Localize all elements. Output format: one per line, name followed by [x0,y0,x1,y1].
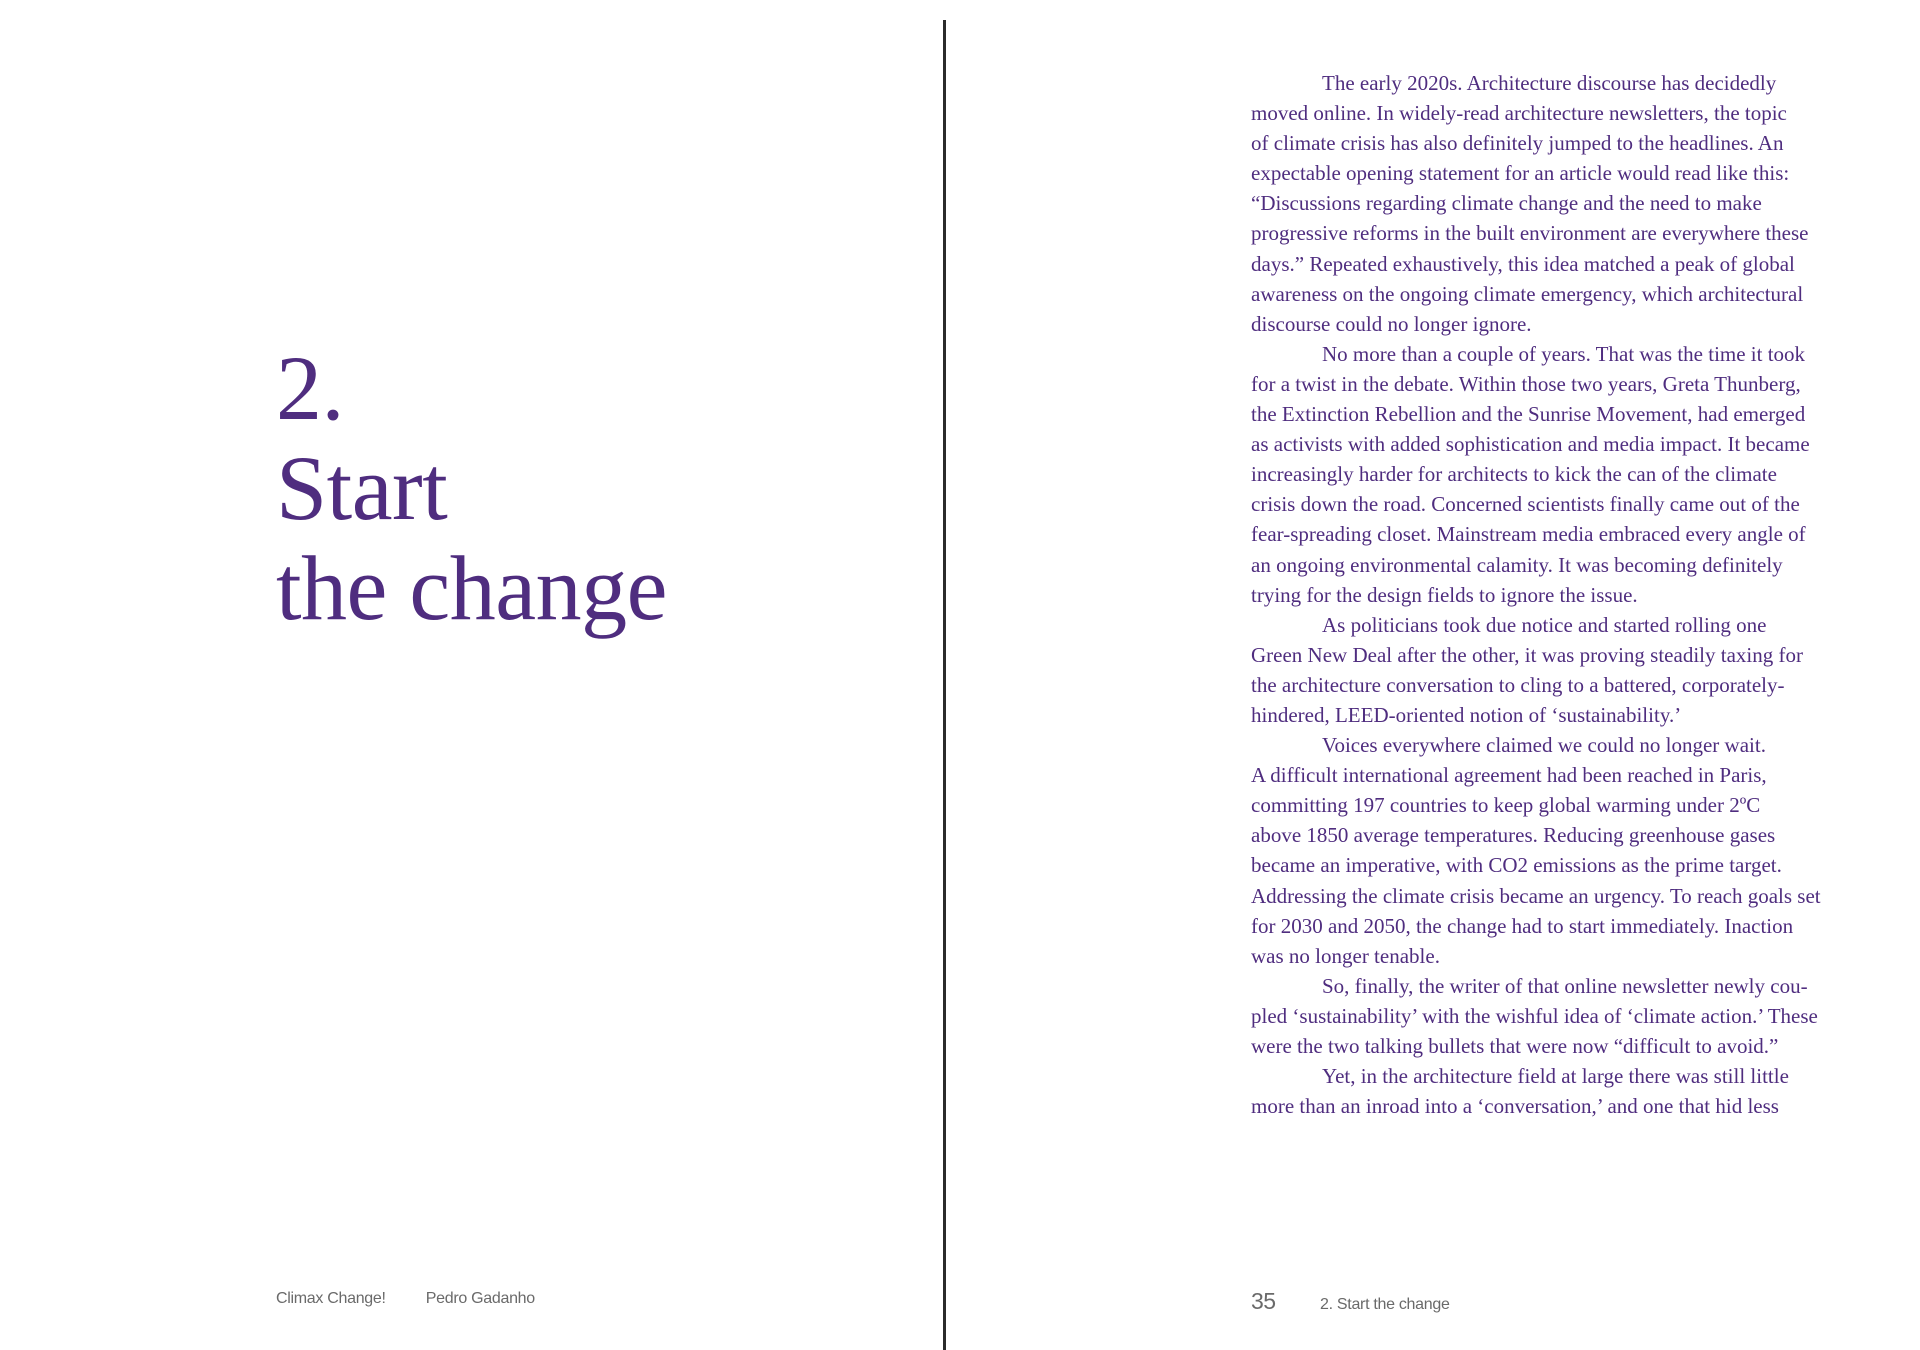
text-line: crisis down the road. Concerned scientists finally came out of the [1251,492,1800,517]
text-line: days.” Repeated exhaustively, this idea matched a peak of global [1251,251,1795,276]
text-line: A difficult international agreement had been reached in Paris, [1251,763,1767,788]
chapter-title [276,338,667,638]
text-line: So, finally, the writer of that online newsletter newly cou- [1322,973,1808,998]
text-line: was no longer tenable. [1251,943,1440,968]
text-line: committing 197 countries to keep global warming under 2ºC [1251,793,1761,818]
text-line: were the two talking bullets that were now “difficult to avoid.” [1251,1034,1779,1058]
text-line: more than an inroad into a ‘conversation,’ and one that hid less [1251,1094,1779,1119]
chapter-number: 2. [276,337,344,439]
text-line: became an imperative, with CO2 emissions as the prime target. [1251,853,1782,878]
left-page-footer [276,1290,535,1308]
author-name: Pedro Gadanho [425,1290,535,1307]
chapter-title-line-2: the change [276,537,667,639]
right-page [947,0,1920,1350]
text-line: progressive reforms in the built environment are everywhere these [1251,221,1809,246]
text-line: of climate crisis has also definitely jumped to the headlines. An [1251,131,1784,156]
text-line: The early 2020s. Architecture discourse has decidedly [1322,71,1777,95]
text-line: increasingly harder for architects to kick the can of the climate [1251,462,1777,487]
text-line: As politicians took due notice and started rolling one [1322,612,1767,637]
text-line: trying for the design fields to ignore the issue. [1251,582,1638,607]
text-line: for a twist in the debate. Within those two years, Greta Thunberg, [1251,371,1801,396]
text-line: hindered, LEED-oriented notion of ‘sustainability.’ [1251,702,1682,727]
gutter-divider [943,20,946,1350]
text-line: above 1850 average temperatures. Reducing greenhouse gases [1251,823,1776,848]
text-line: Green New Deal after the other, it was proving steadily taxing for [1251,642,1803,667]
running-head: 2. Start the change [1320,1296,1450,1313]
text-line: expectable opening statement for an article would read like this: [1251,161,1790,186]
text-line: Yet, in the architecture field at large there was still little [1322,1064,1789,1089]
text-line: moved online. In widely-read architecture newsletters, the topic [1251,101,1787,126]
text-line: “Discussions regarding climate change and the need to make [1251,191,1762,216]
text-line: Voices everywhere claimed we could no longer wait. [1322,733,1766,758]
text-line: Addressing the climate crisis became an urgency. To reach goals set [1251,883,1821,908]
text-line: discourse could no longer ignore. [1251,311,1532,336]
chapter-title-line-1: Start [276,437,448,539]
page-number: 35 [1251,1288,1276,1314]
text-line: the architecture conversation to cling to a battered, corporately- [1251,672,1785,697]
book-title: Climax Change! [276,1290,386,1307]
text-line: as activists with added sophistication and media impact. It became [1251,432,1810,457]
text-line: for 2030 and 2050, the change had to start immediately. Inaction [1251,913,1794,938]
text-line: awareness on the ongoing climate emergency, which architectural [1251,281,1804,306]
left-page [0,0,944,1350]
body-text [1251,68,1836,1121]
text-line: an ongoing environmental calamity. It was becoming definitely [1251,552,1783,577]
right-page-footer [1251,1288,1450,1315]
text-line: fear-spreading closet. Mainstream media embraced every angle of [1251,522,1806,547]
text-line: the Extinction Rebellion and the Sunrise Movement, had emerged [1251,402,1806,427]
text-line: No more than a couple of years. That was the time it took [1322,341,1806,366]
text-line: pled ‘sustainability’ with the wishful idea of ‘climate action.’ These [1251,1003,1818,1028]
